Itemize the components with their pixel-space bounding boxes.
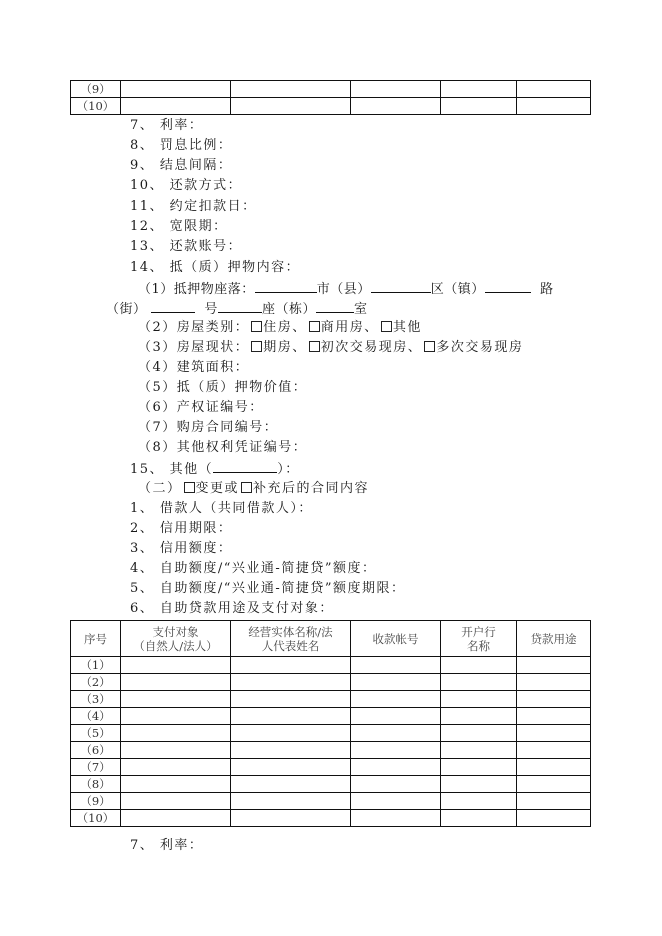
header-entity-line1: 经营实体名称/法 [248, 624, 333, 639]
payee-cell[interactable] [121, 98, 231, 115]
bank-cell[interactable] [441, 759, 517, 776]
entity-cell[interactable] [231, 81, 351, 98]
other-item-field[interactable] [213, 458, 277, 473]
option-first-sale: 初次交易现房、 [320, 340, 423, 355]
option-commercial: 商用房、 [320, 320, 379, 335]
account-cell[interactable] [351, 98, 441, 115]
entity-cell[interactable] [231, 759, 351, 776]
building-label: 座（栋） [261, 302, 316, 317]
room-label: 室 [353, 302, 368, 317]
bank-cell[interactable] [441, 793, 517, 810]
bank-cell[interactable] [441, 98, 517, 115]
bank-cell[interactable] [441, 810, 517, 827]
other-item-line [130, 458, 300, 478]
district-label: 区（镇） [430, 282, 485, 297]
row-index: （1） [71, 657, 121, 674]
payee-cell[interactable] [121, 742, 231, 759]
penalty-ratio-label: 8、 罚息比例： [130, 138, 233, 153]
row-index: （9） [71, 81, 121, 98]
purpose-cell[interactable] [517, 793, 591, 810]
interest-rate-label: 7、 利率： [130, 118, 204, 133]
purpose-cell[interactable] [517, 759, 591, 776]
purpose-cell[interactable] [517, 776, 591, 793]
building-area-label: （4）建筑面积： [138, 360, 250, 375]
self-service-term-label: 5、 自助额度/“兴业通-简捷贷”额度期限： [130, 581, 406, 596]
grace-period-label: 12、 宽限期： [130, 219, 228, 234]
header-account: 收款帐号 [351, 621, 441, 657]
account-cell[interactable] [351, 725, 441, 742]
account-cell[interactable] [351, 81, 441, 98]
district-field[interactable] [371, 278, 431, 293]
header-payee [121, 621, 231, 657]
other-item-suffix: ）： [277, 462, 300, 477]
checkbox-supplement[interactable] [241, 482, 252, 493]
bank-cell[interactable] [441, 674, 517, 691]
entity-cell[interactable] [231, 708, 351, 725]
option-other: 其他 [392, 320, 422, 335]
collateral-content-label: 14、 抵（质）押物内容： [130, 260, 301, 275]
payee-cell[interactable] [121, 691, 231, 708]
checkbox-first-sale[interactable] [309, 341, 320, 352]
payee-cell[interactable] [121, 793, 231, 810]
checkbox-resale[interactable] [424, 341, 435, 352]
table-row [71, 776, 591, 793]
header-bank-line2: 名称 [467, 638, 490, 653]
table-row [71, 725, 591, 742]
road-field[interactable] [485, 278, 531, 293]
payee-cell[interactable] [121, 776, 231, 793]
row-index: （10） [71, 810, 121, 827]
room-field[interactable] [316, 298, 354, 313]
section2-heading [138, 479, 369, 499]
number-field[interactable] [218, 298, 262, 313]
repayment-method-label: 10、 还款方式： [130, 178, 243, 193]
number-label: 号 [204, 302, 218, 317]
checkbox-change[interactable] [184, 482, 195, 493]
entity-cell[interactable] [231, 742, 351, 759]
row-index: （5） [71, 725, 121, 742]
bank-cell[interactable] [441, 725, 517, 742]
bank-cell[interactable] [441, 708, 517, 725]
row-index: （2） [71, 674, 121, 691]
street-label: （街） [106, 302, 147, 317]
section2-prefix: （二） [138, 481, 182, 496]
row-index: （6） [71, 742, 121, 759]
payee-cell[interactable] [121, 81, 231, 98]
payee-cell[interactable] [121, 674, 231, 691]
row-index: （8） [71, 776, 121, 793]
collateral-address-line2 [106, 298, 367, 318]
purpose-cell[interactable] [517, 98, 591, 115]
payee-table [70, 620, 591, 827]
house-status-line [138, 338, 523, 358]
header-payee-line1: 支付对象 [152, 624, 199, 639]
purpose-cell[interactable] [517, 691, 591, 708]
repayment-account-label: 13、 还款账号： [130, 239, 243, 254]
option-off-plan: 期房、 [263, 340, 307, 355]
loan-purpose-label: 6、 自助贷款用途及支付对象： [130, 601, 334, 616]
bank-cell[interactable] [441, 776, 517, 793]
purpose-cell[interactable] [517, 742, 591, 759]
purpose-cell[interactable] [517, 657, 591, 674]
option-change: 变更或 [195, 481, 240, 496]
table-row [71, 810, 591, 827]
road-label: 路 [540, 282, 554, 297]
header-entity [231, 621, 351, 657]
table-row [71, 657, 591, 674]
payee-table-continued [70, 80, 591, 115]
other-cert-label: （8）其他权利凭证编号： [138, 440, 308, 455]
collateral-value-label: （5）抵（质）押物价值： [138, 380, 308, 395]
account-cell[interactable] [351, 776, 441, 793]
interest-interval-label: 9、 结息间隔： [130, 158, 233, 173]
collateral-location-line [138, 278, 554, 298]
account-cell[interactable] [351, 674, 441, 691]
checkbox-off-plan[interactable] [251, 341, 262, 352]
house-status-label: （3）房屋现状： [138, 340, 250, 355]
purpose-cell[interactable] [517, 674, 591, 691]
account-cell[interactable] [351, 691, 441, 708]
account-cell[interactable] [351, 657, 441, 674]
account-cell[interactable] [351, 810, 441, 827]
header-index: 序号 [71, 621, 121, 657]
bank-cell[interactable] [441, 81, 517, 98]
purpose-cell[interactable] [517, 725, 591, 742]
option-supplement: 补充后的合同内容 [253, 481, 370, 496]
table-header-row [71, 621, 591, 657]
row-index: （4） [71, 708, 121, 725]
borrower-label: 1、 借款人（共同借款人）： [130, 501, 313, 516]
table-row [71, 81, 591, 98]
entity-cell[interactable] [231, 725, 351, 742]
bank-cell[interactable] [441, 657, 517, 674]
collateral-location-label: （1）抵押物座落： [138, 282, 255, 297]
checkbox-residential[interactable] [251, 321, 262, 332]
account-cell[interactable] [351, 793, 441, 810]
row-index: （9） [71, 793, 121, 810]
account-cell[interactable] [351, 759, 441, 776]
payee-cell[interactable] [121, 708, 231, 725]
header-bank [441, 621, 517, 657]
row-index: （7） [71, 759, 121, 776]
account-cell[interactable] [351, 708, 441, 725]
row-index: （3） [71, 691, 121, 708]
property-cert-label: （6）产权证编号： [138, 400, 264, 415]
entity-cell[interactable] [231, 810, 351, 827]
credit-limit-label: 3、 信用额度： [130, 541, 233, 556]
checkbox-other[interactable] [381, 321, 392, 332]
payee-cell[interactable] [121, 657, 231, 674]
header-bank-line1: 开户行 [461, 624, 496, 639]
deduction-day-label: 11、 约定扣款日： [130, 199, 257, 214]
entity-cell[interactable] [231, 793, 351, 810]
other-item-label: 15、 其他（ [130, 462, 214, 477]
entity-cell[interactable] [231, 674, 351, 691]
purpose-cell[interactable] [517, 708, 591, 725]
credit-term-label: 2、 信用期限： [130, 521, 233, 536]
interest-rate-label-2: 7、 利率： [130, 838, 204, 853]
table-row [71, 691, 591, 708]
entity-cell[interactable] [231, 98, 351, 115]
city-field[interactable] [255, 278, 317, 293]
payee-cell[interactable] [121, 725, 231, 742]
house-type-label: （2）房屋类别： [138, 320, 250, 335]
header-purpose: 贷款用途 [517, 621, 591, 657]
payee-cell[interactable] [121, 810, 231, 827]
street-field[interactable] [151, 298, 195, 313]
table-row [71, 759, 591, 776]
table-row [71, 742, 591, 759]
checkbox-commercial[interactable] [309, 321, 320, 332]
entity-cell[interactable] [231, 657, 351, 674]
entity-cell[interactable] [231, 691, 351, 708]
option-residential: 住房、 [263, 320, 307, 335]
account-cell[interactable] [351, 742, 441, 759]
header-payee-line2: （自然人/法人） [133, 638, 218, 653]
purpose-cell[interactable] [517, 810, 591, 827]
option-resale: 多次交易现房 [436, 340, 524, 355]
city-label: 市（县） [316, 282, 371, 297]
bank-cell[interactable] [441, 691, 517, 708]
payee-cell[interactable] [121, 759, 231, 776]
table-row [71, 674, 591, 691]
bank-cell[interactable] [441, 742, 517, 759]
row-index: （10） [71, 98, 121, 115]
table-row [71, 98, 591, 115]
entity-cell[interactable] [231, 776, 351, 793]
table-row [71, 708, 591, 725]
header-entity-line2: 人代表姓名 [261, 638, 320, 653]
table-row [71, 793, 591, 810]
purpose-cell[interactable] [517, 81, 591, 98]
self-service-limit-label: 4、 自助额度/“兴业通-简捷贷”额度： [130, 561, 377, 576]
house-type-line [138, 318, 422, 338]
purchase-contract-label: （7）购房合同编号： [138, 420, 279, 435]
